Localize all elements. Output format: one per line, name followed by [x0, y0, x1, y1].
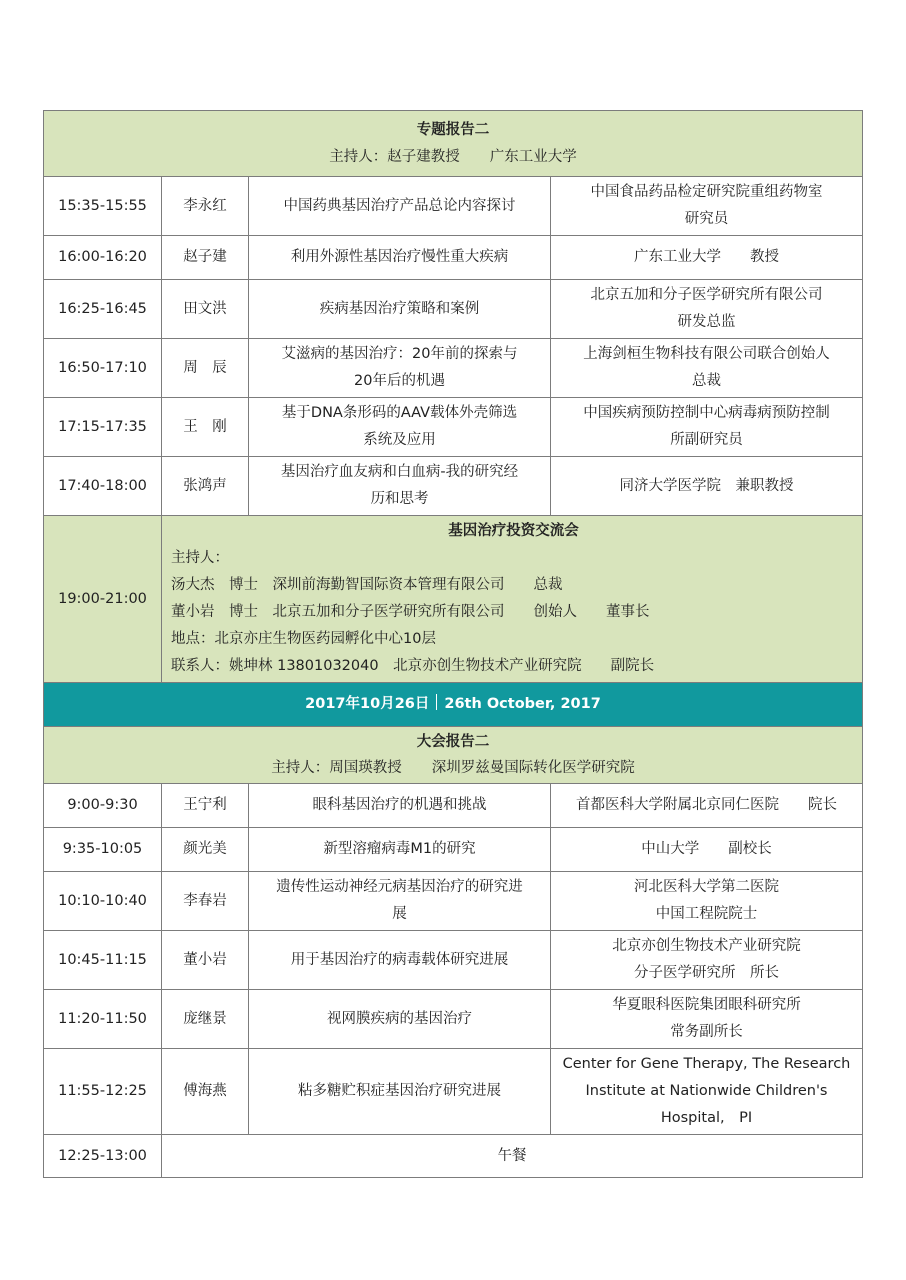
topic-cell — [249, 990, 551, 1049]
affiliation-cell — [551, 784, 863, 828]
table-row — [44, 236, 863, 280]
speaker-cell: 傅海燕 — [162, 1049, 249, 1135]
topic-line: 新型溶瘤病毒M1的研究 — [323, 841, 476, 857]
table-row — [44, 177, 863, 236]
date-separator — [436, 694, 437, 710]
lunch-label: 午餐 — [162, 1135, 863, 1178]
topic-line: 视网膜疾病的基因治疗 — [327, 1010, 472, 1027]
date-bar — [44, 683, 863, 727]
time-cell: 10:10-10:40 — [44, 872, 162, 931]
affiliation-line: Hospital, PI — [660, 1110, 753, 1126]
topic-line: 历和思考 — [370, 491, 429, 507]
investment-time: 19:00-21:00 — [44, 516, 162, 683]
speaker-cell: 赵子建 — [162, 236, 249, 280]
affiliation-line: 常务副所长 — [670, 1024, 743, 1040]
affiliation-cell — [551, 398, 863, 457]
affiliation-line: 上海剑桓生物科技有限公司联合创始人 — [583, 346, 830, 362]
affiliation-line: 同济大学医学院 兼职教授 — [619, 477, 794, 494]
session-a-host — [50, 144, 856, 171]
topic-cell — [249, 236, 551, 280]
table-row — [44, 280, 863, 339]
topic-cell — [249, 398, 551, 457]
session-b-host-label: 主持人： — [271, 760, 330, 776]
table-row — [44, 1049, 863, 1135]
time-cell: 15:35-15:55 — [44, 177, 162, 236]
session-b-host-org: 深圳罗兹曼国际转化医学研究院 — [431, 760, 635, 776]
affiliation-line: Institute at Nationwide Children's — [585, 1083, 828, 1099]
affiliation-cell — [551, 990, 863, 1049]
affiliation-line: 总裁 — [692, 373, 721, 389]
investment-details — [162, 516, 863, 683]
affiliation-line: 中山大学 副校长 — [641, 841, 772, 857]
time-cell: 9:00-9:30 — [44, 784, 162, 828]
speaker-cell: 董小岩 — [162, 931, 249, 990]
time-cell: 11:55-12:25 — [44, 1049, 162, 1135]
speaker-cell: 田文洪 — [162, 280, 249, 339]
topic-cell — [249, 457, 551, 516]
affiliation-cell — [551, 236, 863, 280]
topic-line: 粘多糖贮积症基因治疗研究进展 — [298, 1083, 501, 1099]
table-row — [44, 990, 863, 1049]
time-cell: 10:45-11:15 — [44, 931, 162, 990]
affiliation-line: 中国食品药品检定研究院重组药物室 — [590, 184, 823, 200]
time-cell: 17:40-18:00 — [44, 457, 162, 516]
topic-line: 眼科基因治疗的机遇和挑战 — [312, 797, 487, 813]
affiliation-cell — [551, 280, 863, 339]
topic-cell — [249, 339, 551, 398]
affiliation-line: 中国工程院院士 — [655, 906, 758, 922]
affiliation-line: 中国疾病预防控制中心病毒病预防控制 — [583, 405, 830, 421]
topic-line: 20年后的机遇 — [354, 373, 445, 389]
time-cell: 17:15-17:35 — [44, 398, 162, 457]
investment-title: 基因治疗投资交流会 — [448, 523, 579, 539]
affiliation-line: 研发总监 — [677, 314, 736, 330]
affiliation-line: 河北医科大学第二医院 — [634, 879, 779, 895]
topic-line: 系统及应用 — [363, 432, 436, 448]
table-row — [44, 339, 863, 398]
topic-cell — [249, 872, 551, 931]
table-row — [44, 828, 863, 872]
affiliation-line: 广东工业大学 教授 — [634, 249, 779, 265]
lunch-row — [44, 1135, 863, 1178]
schedule-table — [43, 110, 863, 1178]
speaker-cell: 庞继景 — [162, 990, 249, 1049]
affiliation-line: 研究员 — [684, 211, 729, 227]
speaker-cell: 王宁利 — [162, 784, 249, 828]
topic-cell — [249, 1049, 551, 1135]
session-b-header — [44, 727, 863, 784]
topic-cell — [249, 931, 551, 990]
session-a-header — [44, 111, 863, 177]
affiliation-line: 华夏眼科医院集团眼科研究所 — [612, 997, 801, 1013]
topic-line: 中国药典基因治疗产品总论内容探讨 — [283, 197, 516, 214]
topic-line: 基因治疗血友病和白血病-我的研究经 — [280, 464, 519, 480]
date-cn: 2017年10月26日 — [305, 696, 430, 712]
affiliation-cell — [551, 1049, 863, 1135]
topic-cell — [249, 177, 551, 236]
topic-line: 基于DNA条形码的AAV载体外壳筛选 — [281, 405, 518, 421]
topic-line: 利用外源性基因治疗慢性重大疾病 — [290, 249, 509, 265]
affiliation-line: 北京五加和分子医学研究所有限公司 — [590, 287, 823, 303]
speaker-cell: 颜光美 — [162, 828, 249, 872]
affiliation-cell — [551, 931, 863, 990]
time-cell: 16:00-16:20 — [44, 236, 162, 280]
session-a-title: 专题报告二 — [416, 121, 490, 138]
session-a-host-name: 赵子建教授 — [387, 148, 460, 165]
affiliation-line: Center for Gene Therapy, The Research — [562, 1056, 851, 1072]
investment-line: 董小岩 博士 北京五加和分子医学研究所有限公司 创始人 董事长 — [171, 604, 650, 620]
speaker-cell: 王 刚 — [162, 398, 249, 457]
lunch-time: 12:25-13:00 — [44, 1135, 162, 1178]
table-row — [44, 872, 863, 931]
table-row — [44, 931, 863, 990]
affiliation-line: 分子医学研究所 所长 — [634, 965, 779, 981]
topic-line: 用于基因治疗的病毒载体研究进展 — [290, 951, 509, 968]
table-row — [44, 784, 863, 828]
table-row — [44, 398, 863, 457]
investment-line: 主持人： — [171, 550, 229, 566]
affiliation-line: 北京亦创生物技术产业研究院 — [612, 938, 801, 954]
investment-row — [44, 516, 863, 683]
session-a-host-label: 主持人： — [329, 148, 388, 165]
speaker-cell: 李春岩 — [162, 872, 249, 931]
speaker-cell: 张鸿声 — [162, 457, 249, 516]
speaker-cell: 李永红 — [162, 177, 249, 236]
investment-line: 汤大杰 博士 深圳前海勤智国际资本管理有限公司 总裁 — [171, 577, 563, 593]
time-cell: 16:25-16:45 — [44, 280, 162, 339]
time-cell: 9:35-10:05 — [44, 828, 162, 872]
session-a-host-org: 广东工业大学 — [489, 148, 577, 165]
session-b-title: 大会报告二 — [416, 734, 490, 750]
table-row — [44, 457, 863, 516]
topic-line: 艾滋病的基因治疗：20年前的探索与 — [281, 346, 518, 362]
affiliation-line: 所副研究员 — [670, 432, 743, 448]
topic-cell — [249, 280, 551, 339]
affiliation-cell — [551, 872, 863, 931]
topic-line: 疾病基因治疗策略和案例 — [319, 300, 480, 317]
investment-line: 地点：北京亦庄生物医药园孵化中心10层 — [171, 631, 436, 647]
affiliation-cell — [551, 457, 863, 516]
topic-line: 展 — [392, 906, 407, 922]
time-cell: 11:20-11:50 — [44, 990, 162, 1049]
topic-line: 遗传性运动神经元病基因治疗的研究进 — [276, 879, 523, 895]
session-b-host — [50, 755, 856, 781]
topic-cell — [249, 828, 551, 872]
session-b-host-name: 周国瑛教授 — [329, 760, 402, 776]
affiliation-cell — [551, 339, 863, 398]
affiliation-line: 首都医科大学附属北京同仁医院 院长 — [576, 797, 837, 813]
topic-cell — [249, 784, 551, 828]
affiliation-cell — [551, 177, 863, 236]
investment-line: 联系人：姚坤林 13801032040 北京亦创生物技术产业研究院 副院长 — [171, 658, 655, 674]
date-en: 26th October, 2017 — [444, 696, 601, 712]
speaker-cell: 周 辰 — [162, 339, 249, 398]
time-cell: 16:50-17:10 — [44, 339, 162, 398]
affiliation-cell — [551, 828, 863, 872]
